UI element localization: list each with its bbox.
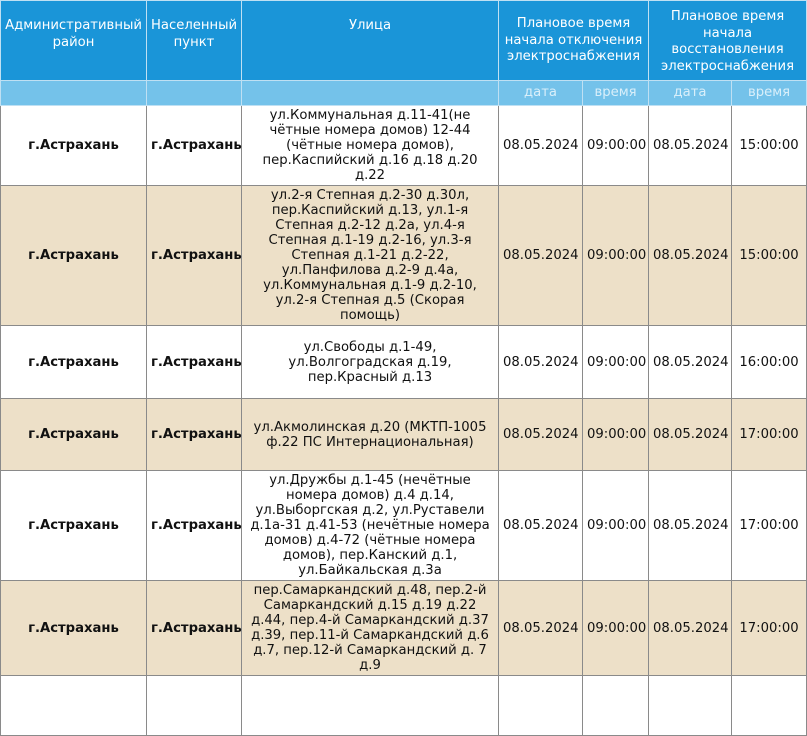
cell-district [1,676,147,736]
header-on-time: время [732,81,807,106]
cell-on-time: 17:00:00 [732,399,807,471]
cell-street: пер.Самаркандский д.48, пер.2-й Самаркандский д.15 д.19 д.22 д.44, пер.4-й Самаркандский д.37 д.39, пер.11-й Самаркандский д.6 д.7, пер.12-й Самаркандский д. 7 д.9 [242,581,499,676]
cell-off-time: 09:00:00 [583,106,649,186]
cell-district: г.Астрахань [1,106,147,186]
cell-locality: г.Астрахань [147,326,242,399]
header-subrow [1,81,807,106]
table-row [1,471,807,581]
cell-off-date: 08.05.2024 [499,399,583,471]
cell-off-time: 09:00:00 [583,326,649,399]
cell-off-date [499,676,583,736]
cell-off-time: 09:00:00 [583,399,649,471]
header-off-date: дата [499,81,583,106]
table-row [1,581,807,676]
cell-off-time: 09:00:00 [583,186,649,326]
cell-district: г.Астрахань [1,186,147,326]
cell-on-date: 08.05.2024 [649,581,732,676]
cell-on-date: 08.05.2024 [649,399,732,471]
cell-on-time: 16:00:00 [732,326,807,399]
header-sub-empty [1,81,147,106]
table-row [1,326,807,399]
cell-locality: г.Астрахань [147,581,242,676]
table-row [1,676,807,736]
cell-street [242,676,499,736]
cell-district: г.Астрахань [1,399,147,471]
cell-on-time: 17:00:00 [732,581,807,676]
cell-street: ул.2-я Степная д.2-30 д.30л, пер.Каспийский д.13, ул.1-я Степная д.2-12 д.2а, ул.4-я Степная д.1-19 д.2-16, ул.3-я Степная д.1-21 д.2-22, ул.Панфилова д.2-9 д.4а, ул.Коммунальная д.1-9 д.2-10, ул.2-я Степная д.5 (Скорая помощь) [242,186,499,326]
table-body [1,106,807,736]
cell-street: ул.Акмолинская д.20 (МКТП-1005 ф.22 ПС Интернациональная) [242,399,499,471]
cell-on-date: 08.05.2024 [649,471,732,581]
cell-district: г.Астрахань [1,326,147,399]
cell-on-time [732,676,807,736]
header-off-time: время [583,81,649,106]
cell-locality: г.Астрахань [147,106,242,186]
header-locality: Населенный пункт [147,1,242,81]
cell-locality: г.Астрахань [147,471,242,581]
cell-off-date: 08.05.2024 [499,471,583,581]
cell-on-time: 17:00:00 [732,471,807,581]
cell-locality: г.Астрахань [147,186,242,326]
table-row [1,186,807,326]
cell-on-time: 15:00:00 [732,186,807,326]
header-district: Административный район [1,1,147,81]
cell-locality [147,676,242,736]
cell-off-date: 08.05.2024 [499,326,583,399]
cell-off-date: 08.05.2024 [499,581,583,676]
cell-on-date: 08.05.2024 [649,106,732,186]
header-street: Улица [242,1,499,81]
cell-on-date: 08.05.2024 [649,186,732,326]
cell-district: г.Астрахань [1,471,147,581]
cell-off-time: 09:00:00 [583,471,649,581]
table-row [1,106,807,186]
cell-on-time: 15:00:00 [732,106,807,186]
cell-off-time: 09:00:00 [583,581,649,676]
cell-on-date: 08.05.2024 [649,326,732,399]
table-header [1,1,807,106]
cell-off-date: 08.05.2024 [499,106,583,186]
header-on-period: Плановое время начала восстановления электроснабжения [649,1,807,81]
cell-district: г.Астрахань [1,581,147,676]
cell-locality: г.Астрахань [147,399,242,471]
header-on-date: дата [649,81,732,106]
cell-street: ул.Коммунальная д.11-41(не чётные номера домов) 12-44 (чётные номера домов), пер.Каспийский д.16 д.18 д.20 д.22 [242,106,499,186]
header-off-period: Плановое время начала отключения электроснабжения [499,1,649,81]
cell-street: ул.Свободы д.1-49, ул.Волгоградская д.19, пер.Красный д.13 [242,326,499,399]
cell-on-date [649,676,732,736]
header-row [1,1,807,81]
cell-off-time [583,676,649,736]
cell-off-date: 08.05.2024 [499,186,583,326]
header-sub-empty [242,81,499,106]
table-row [1,399,807,471]
cell-street: ул.Дружбы д.1-45 (нечётные номера домов) д.4 д.14, ул.Выборгская д.2, ул.Руставели д.1а-31 д.41-53 (нечётные номера домов) д.4-72 (чётные номера домов), пер.Канский д.1, ул.Байкальская д.3а [242,471,499,581]
header-sub-empty [147,81,242,106]
